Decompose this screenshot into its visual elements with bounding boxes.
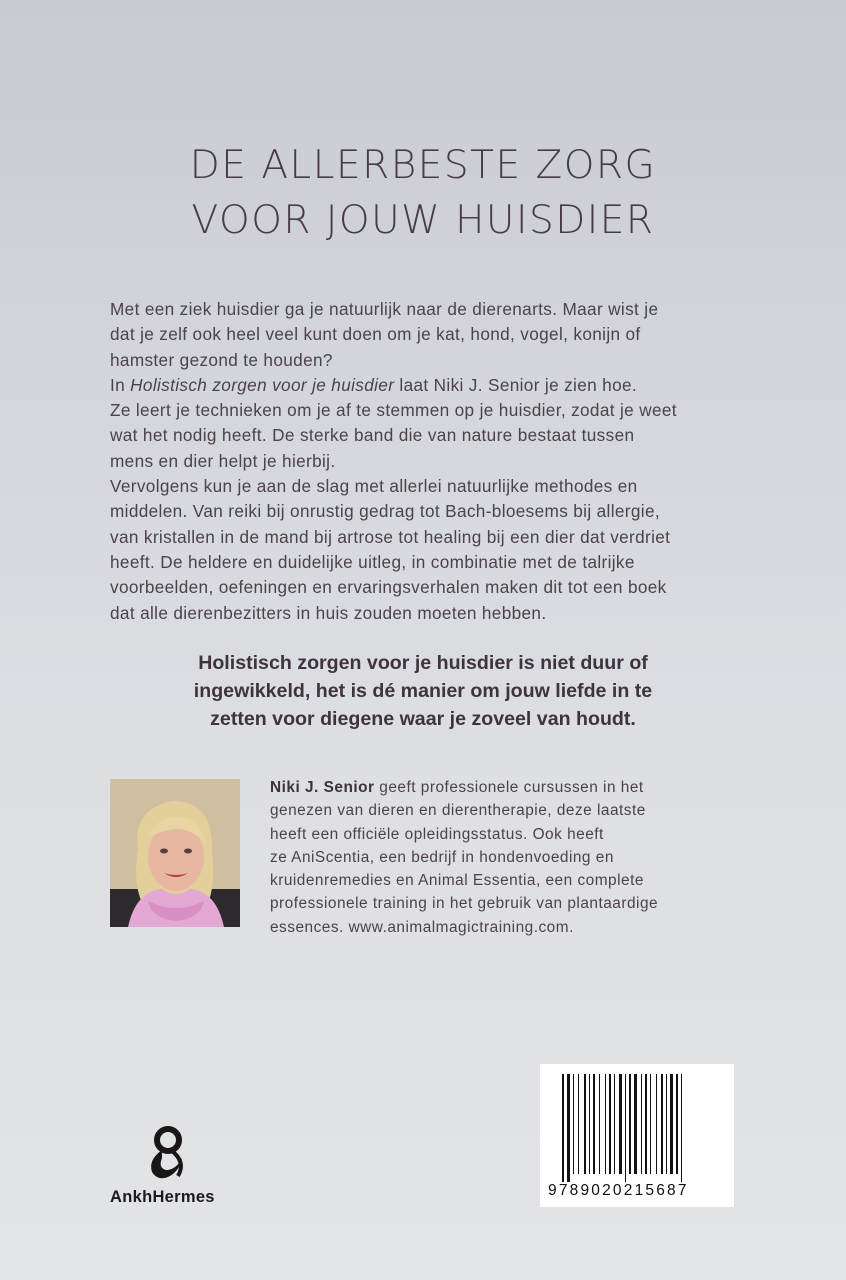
blurb-paragraph <box>110 297 740 373</box>
barcode-bar <box>629 1074 631 1174</box>
blurb-line: Vervolgens kun je aan de slag met allerlei natuurlijke methodes en <box>110 476 638 497</box>
barcode-bar <box>562 1074 564 1182</box>
bio-line <box>270 776 740 799</box>
isbn-number: 9789020215687 <box>548 1182 689 1199</box>
bio-line: essences. www.animalmagictraining.com. <box>270 918 574 936</box>
cover-title <box>0 138 846 248</box>
bio-line: kruidenremedies en Animal Essentia, een complete <box>270 872 644 890</box>
blurb-line: mens en dier helpt je hierbij. <box>110 450 336 471</box>
title-line-2: VOOR JOUW HUISDIER <box>191 198 655 243</box>
publisher-logo-icon <box>142 1126 190 1184</box>
blurb-text <box>110 297 740 626</box>
barcode-bar <box>625 1074 626 1182</box>
barcode-bar <box>567 1074 570 1182</box>
blurb-line: heeft. De heldere en duidelijke uitleg, in combinatie met de talrijke <box>110 551 635 572</box>
bio-line: professionele training in het gebruik van plantaardige <box>270 895 659 913</box>
blurb-line: dat alle dierenbezitters in huis zouden moeten hebben. <box>110 602 547 623</box>
isbn-barcode <box>540 1064 734 1207</box>
bio-text-segment: geeft professionele cursussen in het <box>374 779 644 796</box>
barcode-bar <box>589 1074 590 1174</box>
blurb-text-segment: laat Niki J. Senior je zien hoe. <box>394 374 638 395</box>
blurb-text-segment: In <box>110 374 131 395</box>
barcode-bar <box>650 1074 651 1174</box>
pull-quote <box>100 649 746 733</box>
barcode-bar <box>645 1074 647 1174</box>
barcode-bar <box>681 1074 682 1182</box>
blurb-line: middelen. Van reiki bij onrustig gedrag tot Bach-bloesems bij allergie, <box>110 501 660 522</box>
quote-line: ingewikkeld, het is dé manier om jouw liefde in te <box>193 680 653 702</box>
title-line-1: DE ALLERBESTE ZORG <box>189 143 657 188</box>
barcode-bar <box>656 1074 657 1174</box>
author-portrait-illustration <box>110 779 240 927</box>
author-name: Niki J. Senior <box>270 779 375 796</box>
author-bio <box>270 776 740 939</box>
barcode-bar <box>584 1074 586 1174</box>
quote-line: zetten voor diegene waar je zoveel van houdt. <box>210 708 636 730</box>
barcode-bar <box>599 1074 600 1174</box>
blurb-line: voorbeelden, oefeningen en ervaringsverhalen maken dit tot een boek <box>110 577 667 598</box>
barcode-bar <box>605 1074 606 1174</box>
bio-line: ze AniScentia, een bedrijf in hondenvoeding en <box>270 848 614 866</box>
barcode-bar <box>593 1074 595 1174</box>
blurb-line <box>110 373 740 398</box>
blurb-paragraph <box>110 474 740 626</box>
author-photo <box>110 779 240 927</box>
bio-line: heeft een officiële opleidingsstatus. Ook heeft <box>270 825 604 843</box>
blurb-line: Met een ziek huisdier ga je natuurlijk naar de dierenarts. Maar wist je <box>110 299 659 319</box>
blurb-paragraph <box>110 398 740 474</box>
barcode-bar <box>670 1074 673 1174</box>
barcode-bar <box>578 1074 579 1174</box>
barcode-bar <box>614 1074 615 1174</box>
blurb-line: hamster gezond te houden? <box>110 349 333 370</box>
barcode-bar <box>661 1074 663 1174</box>
barcode-bar <box>676 1074 678 1174</box>
quote-line: Holistisch zorgen voor je huisdier is niet duur of <box>198 652 648 674</box>
barcode-bar <box>666 1074 667 1174</box>
barcode-bars <box>562 1074 712 1182</box>
blurb-line: wat het nodig heeft. De sterke band die van nature bestaat tussen <box>110 425 635 446</box>
barcode-bar <box>619 1074 622 1174</box>
bio-line: genezen van dieren en dierentherapie, deze laatste <box>270 802 646 820</box>
barcode-bar <box>573 1074 574 1174</box>
blurb-line: van kristallen in de mand bij artrose tot healing bij een dier dat verdriet <box>110 526 671 547</box>
barcode-bar <box>634 1074 637 1174</box>
blurb-paragraph <box>110 373 740 398</box>
book-title-italic: Holistisch zorgen voor je huisdier <box>130 374 395 395</box>
barcode-bar <box>641 1074 642 1174</box>
blurb-line: dat je zelf ook heel veel kunt doen om je kat, hond, vogel, konijn of <box>110 324 641 345</box>
publisher-name: AnkhHermes <box>110 1188 215 1206</box>
barcode-bar <box>609 1074 611 1174</box>
blurb-line: Ze leert je technieken om je af te stemmen op je huisdier, zodat je weet <box>110 400 677 421</box>
